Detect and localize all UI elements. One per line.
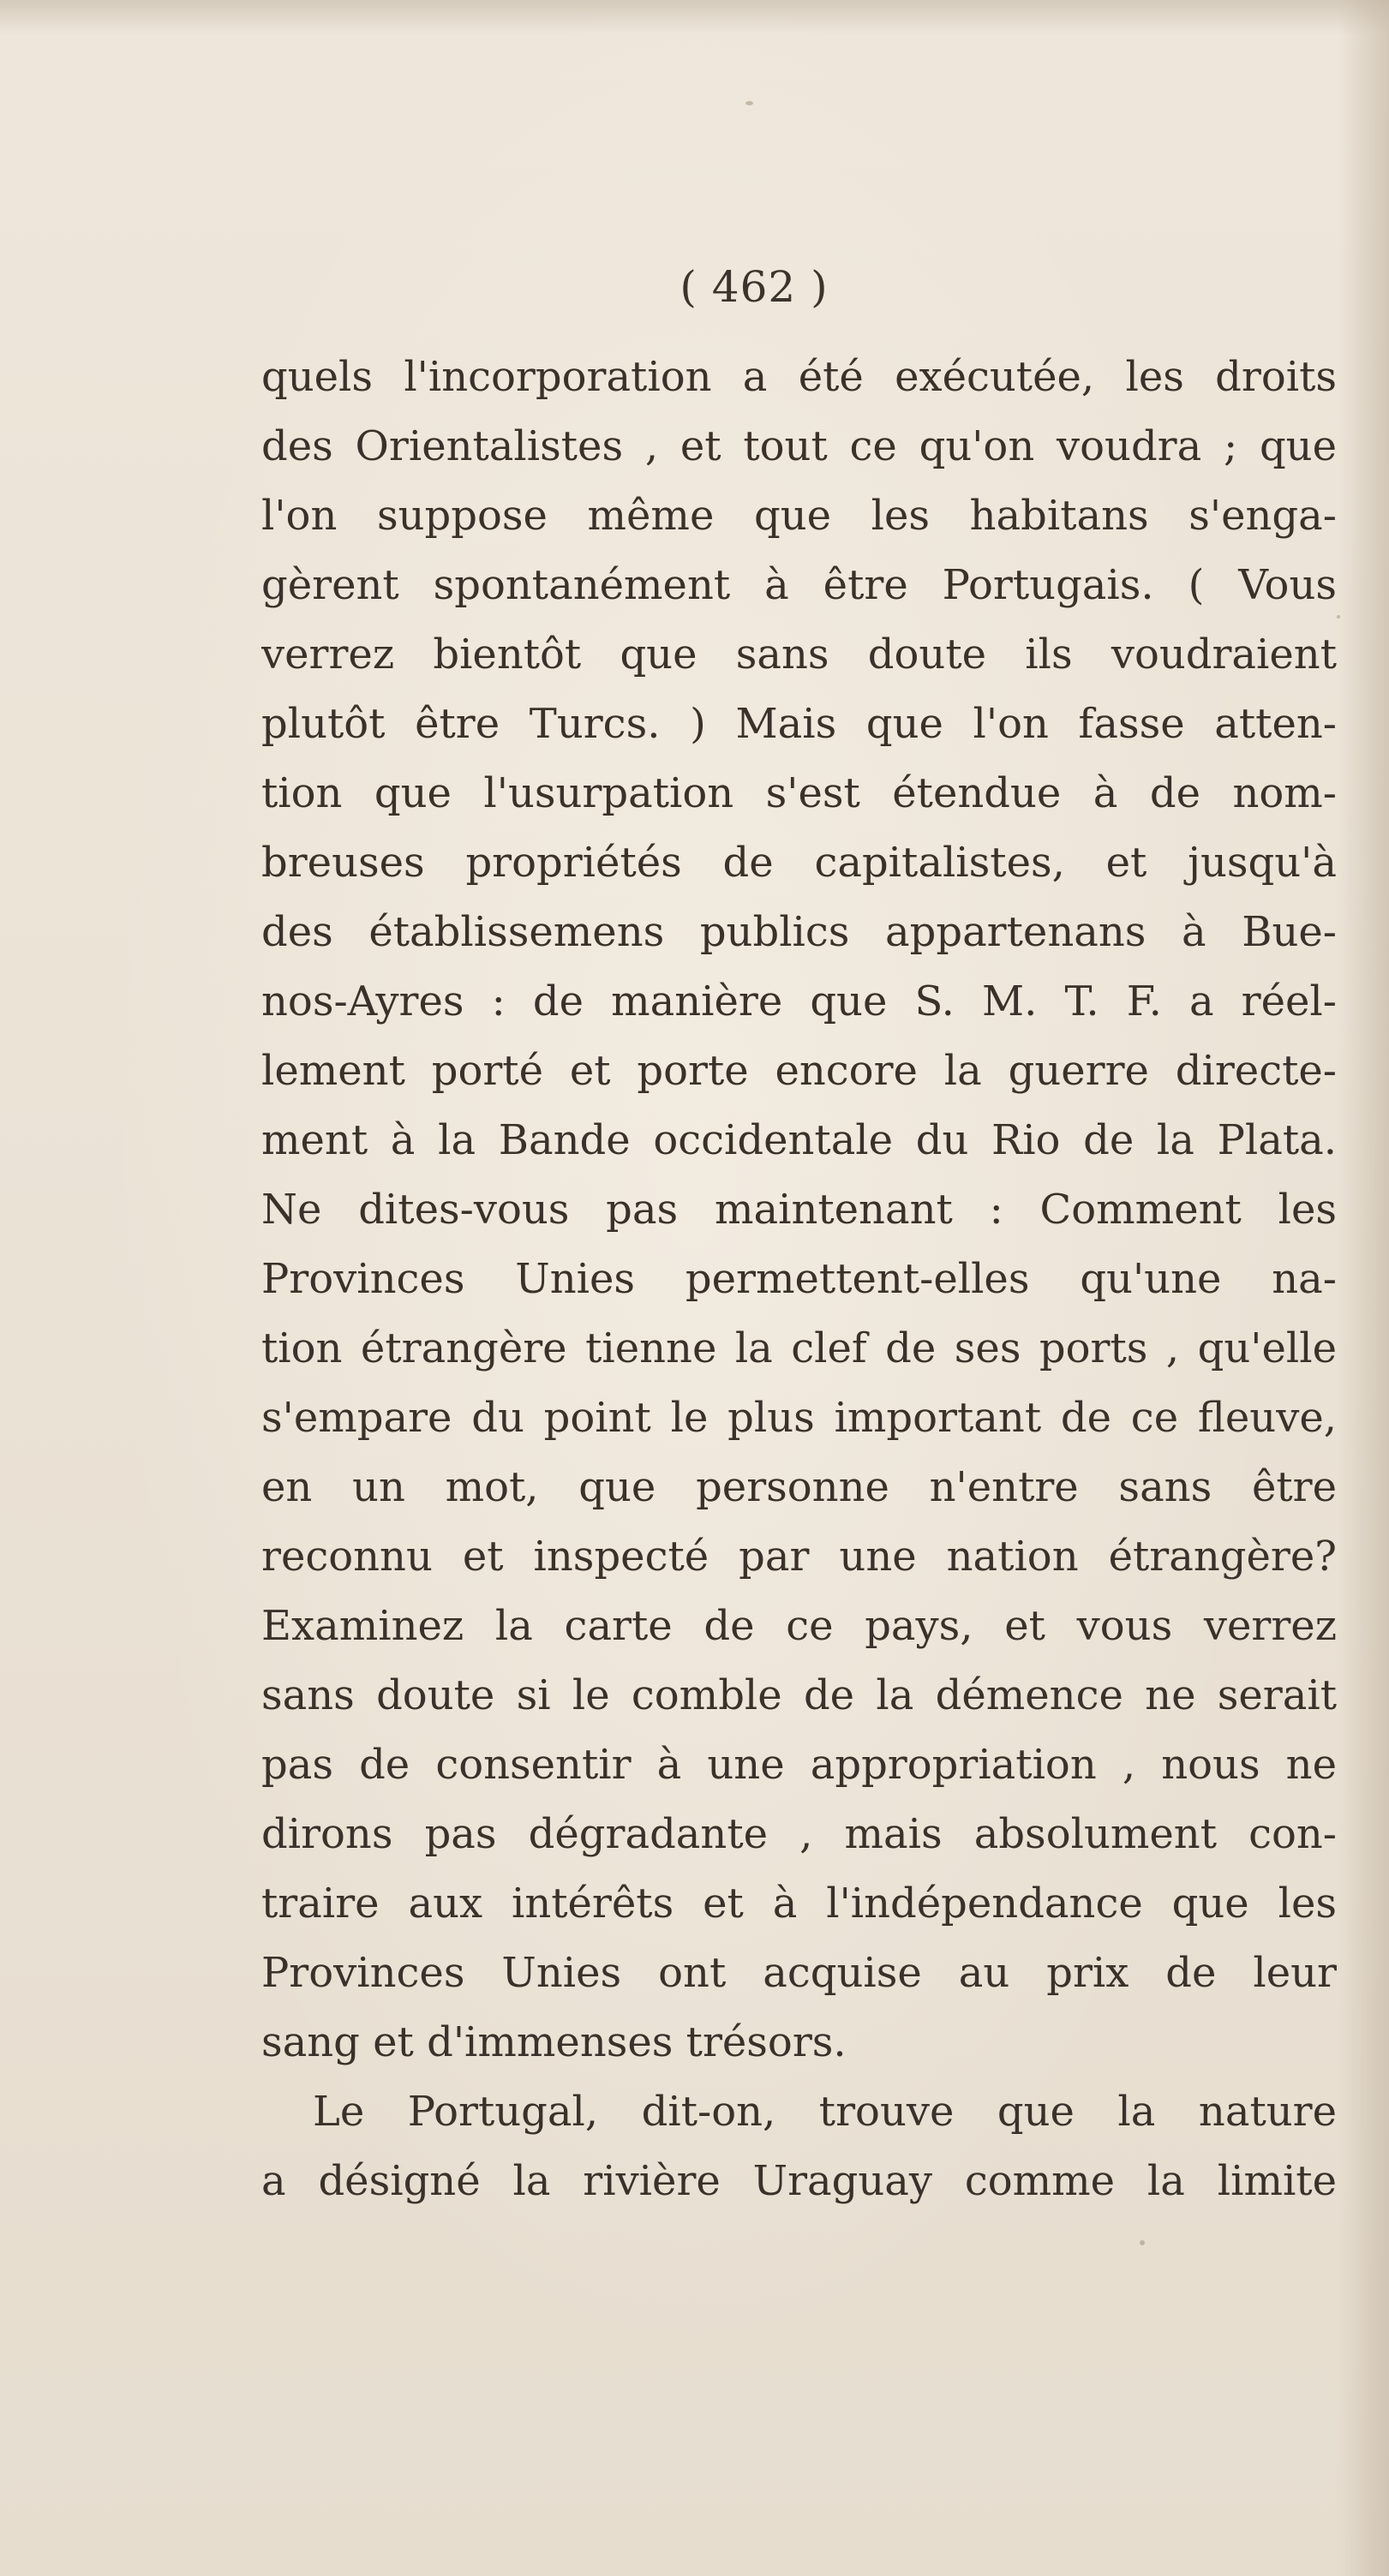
text-line: Examinez la carte de ce pays, et vous verrez <box>261 1602 1337 1650</box>
text-line: dirons pas dégradante , mais absolument con- <box>261 1810 1337 1858</box>
text-line: tion que l'usurpation s'est étendue à de nom- <box>261 769 1337 817</box>
text-line: des Orientalistes , et tout ce qu'on voudra ; que <box>261 422 1337 470</box>
paper-speck <box>1337 615 1340 619</box>
text-line: plutôt être Turcs. ) Mais que l'on fasse atten- <box>261 700 1337 748</box>
body-text <box>261 343 1337 2216</box>
text-line: lement porté et porte encore la guerre directe- <box>261 1047 1337 1095</box>
text-line: ment à la Bande occidentale du Rio de la Plata. <box>261 1116 1337 1164</box>
text-line: tion étrangère tienne la clef de ses ports , qu'elle <box>261 1324 1337 1372</box>
text-line: nos-Ayres : de manière que S. M. T. F. a réel- <box>261 977 1337 1025</box>
text-line: pas de consentir à une appropriation , nous ne <box>261 1741 1337 1789</box>
text-line: reconnu et inspecté par une nation étrangère? <box>261 1533 1337 1581</box>
text-line: a désigné la rivière Uraguay comme la limite <box>261 2157 1337 2205</box>
text-line: verrez bientôt que sans doute ils voudraient <box>261 631 1337 678</box>
text-line: l'on suppose même que les habitans s'enga- <box>261 492 1337 540</box>
text-line: traire aux intérêts et à l'indépendance que les <box>261 1880 1337 1928</box>
paper-speck <box>1140 2240 1145 2245</box>
page-top-shadow <box>0 0 1389 34</box>
text-line: en un mot, que personne n'entre sans être <box>261 1463 1337 1511</box>
text-line: gèrent spontanément à être Portugais. ( Vous <box>261 561 1337 609</box>
text-line: Provinces Unies permettent-elles qu'une na- <box>261 1255 1337 1303</box>
paragraph-start-line: Le Portugal, dit-on, trouve que la nature <box>313 2088 1337 2136</box>
text-line: Provinces Unies ont acquise au prix de leur <box>261 1949 1337 1997</box>
text-line: s'empare du point le plus important de ce fleuve, <box>261 1394 1337 1442</box>
paragraph-end-line: sang et d'immenses trésors. <box>261 2018 847 2066</box>
text-line: breuses propriétés de capitalistes, et jusqu'à <box>261 839 1337 887</box>
paper-speck <box>745 101 753 105</box>
text-line: Ne dites-vous pas maintenant : Comment les <box>261 1186 1337 1234</box>
text-line: des établissemens publics appartenans à Bue- <box>261 908 1337 956</box>
text-line: quels l'incorporation a été exécutée, les droits <box>261 353 1337 401</box>
text-line: sans doute si le comble de la démence ne serait <box>261 1671 1337 1719</box>
page-edge-shadow <box>1338 0 1389 2576</box>
page-number: ( 462 ) <box>680 262 829 312</box>
